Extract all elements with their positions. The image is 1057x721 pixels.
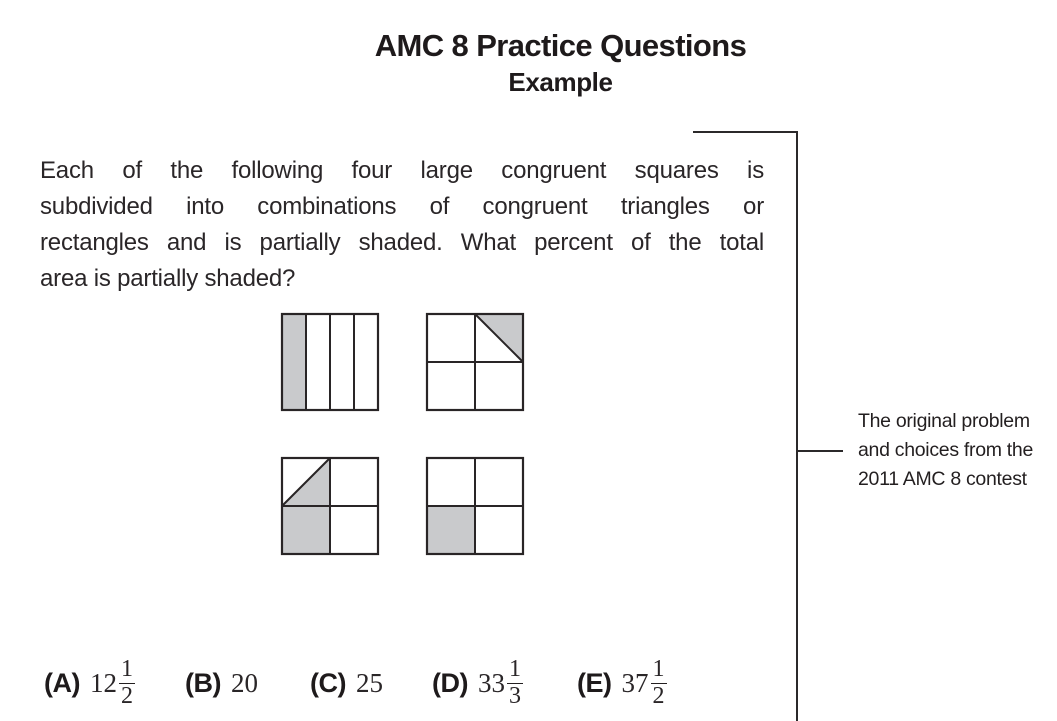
page-subtitle: Example [508,67,613,97]
figure-square-1 [282,314,378,410]
choice-whole-number: 37 [621,668,649,698]
choice-whole-number: 20 [230,668,258,698]
choice-C [310,646,383,721]
choice-A [44,646,135,721]
shaded-region [427,506,475,554]
squares-figure [282,314,523,554]
question-line: rectangles and is partially shaded. What percent of the total [40,229,764,256]
choice-whole-number: 33 [477,668,505,698]
fraction-numerator: 1 [508,656,521,683]
bracket-vertical-line [796,131,798,721]
margin-annotation [858,407,1057,494]
fraction-denominator: 2 [120,683,133,709]
bracket-top-line [693,131,797,133]
choice-value [478,657,523,710]
choice-value [231,668,258,699]
choice-fraction [651,657,667,710]
choice-label: (A) [44,668,80,698]
choice-whole-number: 12 [89,668,117,698]
answer-choices-row [0,646,780,721]
choice-E [577,646,667,721]
question-line: area is partially shaded? [40,265,296,292]
header [63,28,1057,98]
choice-D [432,646,523,721]
bracket-tick-line [798,450,843,452]
fraction-numerator: 1 [652,656,665,683]
shaded-region [282,314,306,410]
choice-label: (B) [185,668,221,698]
fraction-denominator: 2 [652,683,665,709]
choice-value [356,668,383,699]
question-line: subdivided into combinations of congruent triangles or [40,193,764,220]
annotation-line: The original problem [858,410,1030,432]
figure-square-4 [427,458,523,554]
choice-value [622,657,667,710]
choice-whole-number: 25 [355,668,383,698]
choice-value [90,657,135,710]
question-text [40,153,764,297]
annotation-line: 2011 AMC 8 contest [858,468,1027,490]
figure-square-2 [427,314,523,410]
choice-B [185,646,258,721]
annotation-line: and choices from the [858,439,1034,461]
choice-fraction [507,657,523,710]
fraction-numerator: 1 [120,656,133,683]
choice-label: (C) [310,668,346,698]
page-title: AMC 8 Practice Questions [374,28,747,63]
figure-square-3 [282,458,378,554]
fraction-denominator: 3 [508,683,521,709]
choice-fraction [119,657,135,710]
choice-label: (E) [577,668,612,698]
question-line: Each of the following four large congruent squares is [40,157,764,184]
choice-label: (D) [432,668,468,698]
